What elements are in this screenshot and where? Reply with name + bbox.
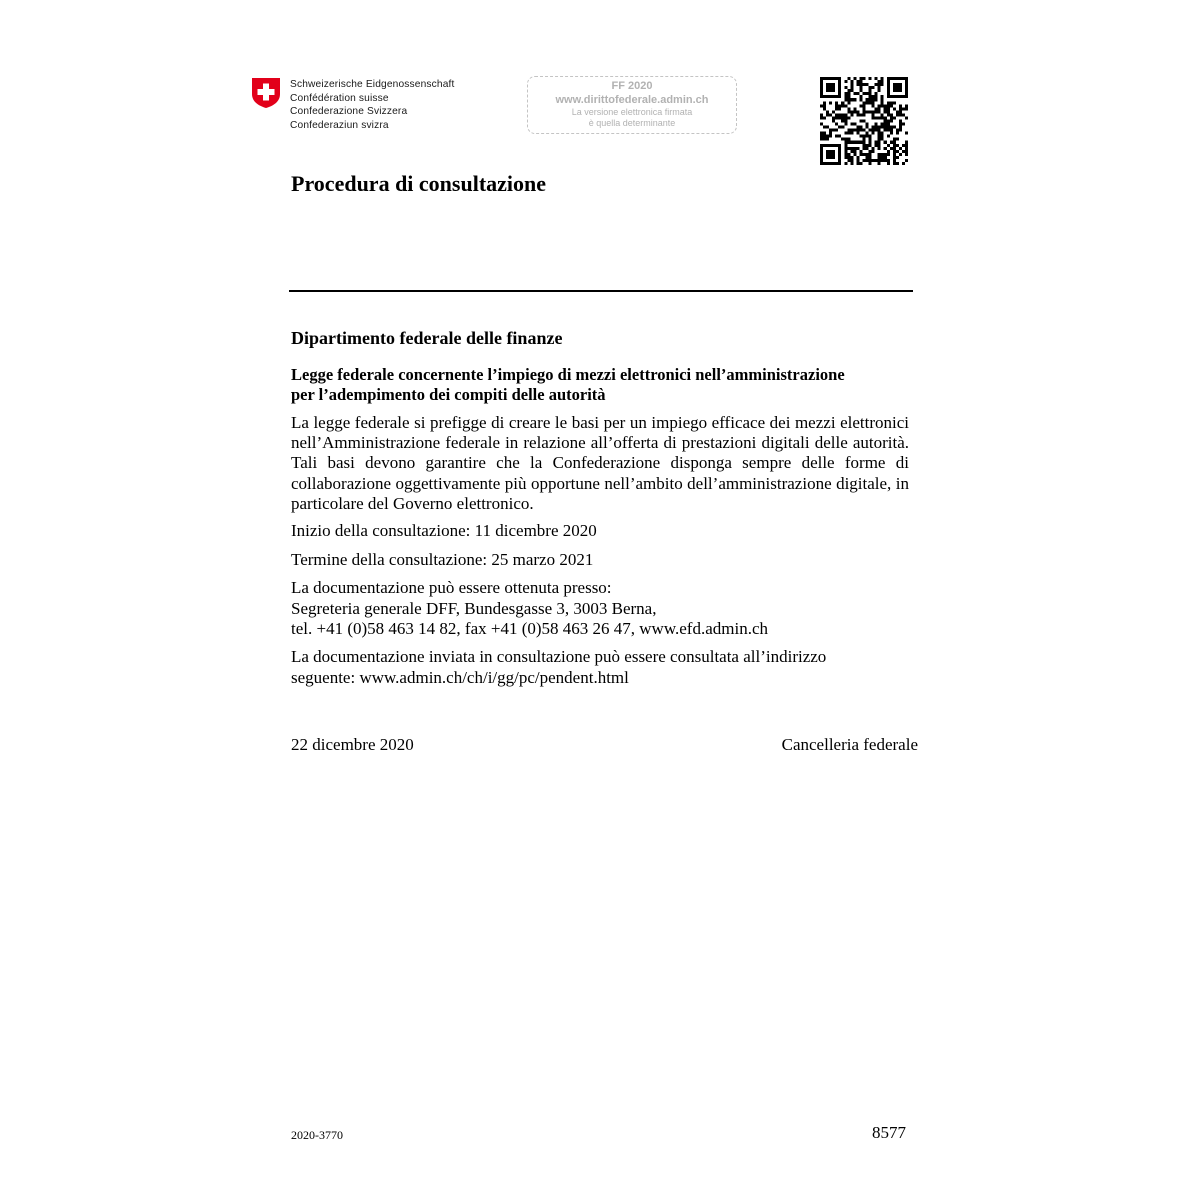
title-divider [289, 290, 913, 292]
swiss-cross-shield-icon [251, 77, 281, 109]
law-title-line: Legge federale concernente l’impiego di mezzi elettronici nell’amministrazione [291, 365, 845, 384]
stamp-gazette-ref: FF 2020 [611, 80, 653, 92]
stamp-note-line2: è quella determinante [588, 118, 676, 128]
online-documentation-line: La documentazione inviata in consultazione può essere consultata all’indirizzo [291, 647, 827, 666]
law-description: La legge federale si prefigge di creare le basi per un impiego efficace dei mezzi elettronici nell’Amministrazione federale in relazione all’offerta di prestazioni digitali delle autorità. Tali basi devono garantire che la Confederazione disponga sempre delle forme di collaborazione oggettivamente più opportune nell’ambito dell’amministrazione digitale, in particolare del Governo elettronico. [291, 413, 909, 513]
documentation-line: tel. +41 (0)58 463 14 82, fax +41 (0)58 463 26 47, www.efd.admin.ch [291, 619, 768, 638]
consultation-start: Inizio della consultazione: 11 dicembre 2020 [291, 521, 597, 540]
confederation-name-rm: Confederaziun svizra [290, 119, 389, 131]
online-documentation-line: seguente: www.admin.ch/ch/i/gg/pc/pendent.html [291, 667, 629, 687]
law-title [291, 365, 911, 405]
confederation-name-fr: Confédération suisse [290, 92, 389, 104]
issuing-authority: Cancelleria federale [781, 735, 918, 754]
confederation-names [290, 78, 455, 132]
department-heading: Dipartimento federale delle finanze [291, 328, 563, 348]
stamp-website: www.dirittofederale.admin.ch [555, 94, 709, 106]
document-reference: 2020-3770 [291, 1128, 343, 1142]
consultation-end: Termine della consultazione: 25 marzo 2021 [291, 550, 594, 569]
online-documentation [291, 647, 826, 688]
page-title: Procedura di consultazione [291, 171, 547, 196]
law-title-line: per l’adempimento dei compiti delle autorità [291, 385, 606, 404]
documentation-contact [291, 578, 768, 640]
page-number: 8577 [872, 1123, 906, 1142]
confederation-name-it: Confederazione Svizzera [290, 106, 408, 117]
qr-code-icon [820, 77, 908, 165]
confederation-name-de: Schweizerische Eidgenossenschaft [290, 79, 455, 90]
documentation-line: La documentazione può essere ottenuta presso: [291, 578, 612, 597]
federal-gazette-stamp [527, 76, 737, 134]
stamp-note-line1: La versione elettronica firmata [571, 107, 693, 117]
documentation-line: Segreteria generale DFF, Bundesgasse 3, 3003 Berna, [291, 598, 657, 618]
publication-date: 22 dicembre 2020 [291, 735, 414, 754]
